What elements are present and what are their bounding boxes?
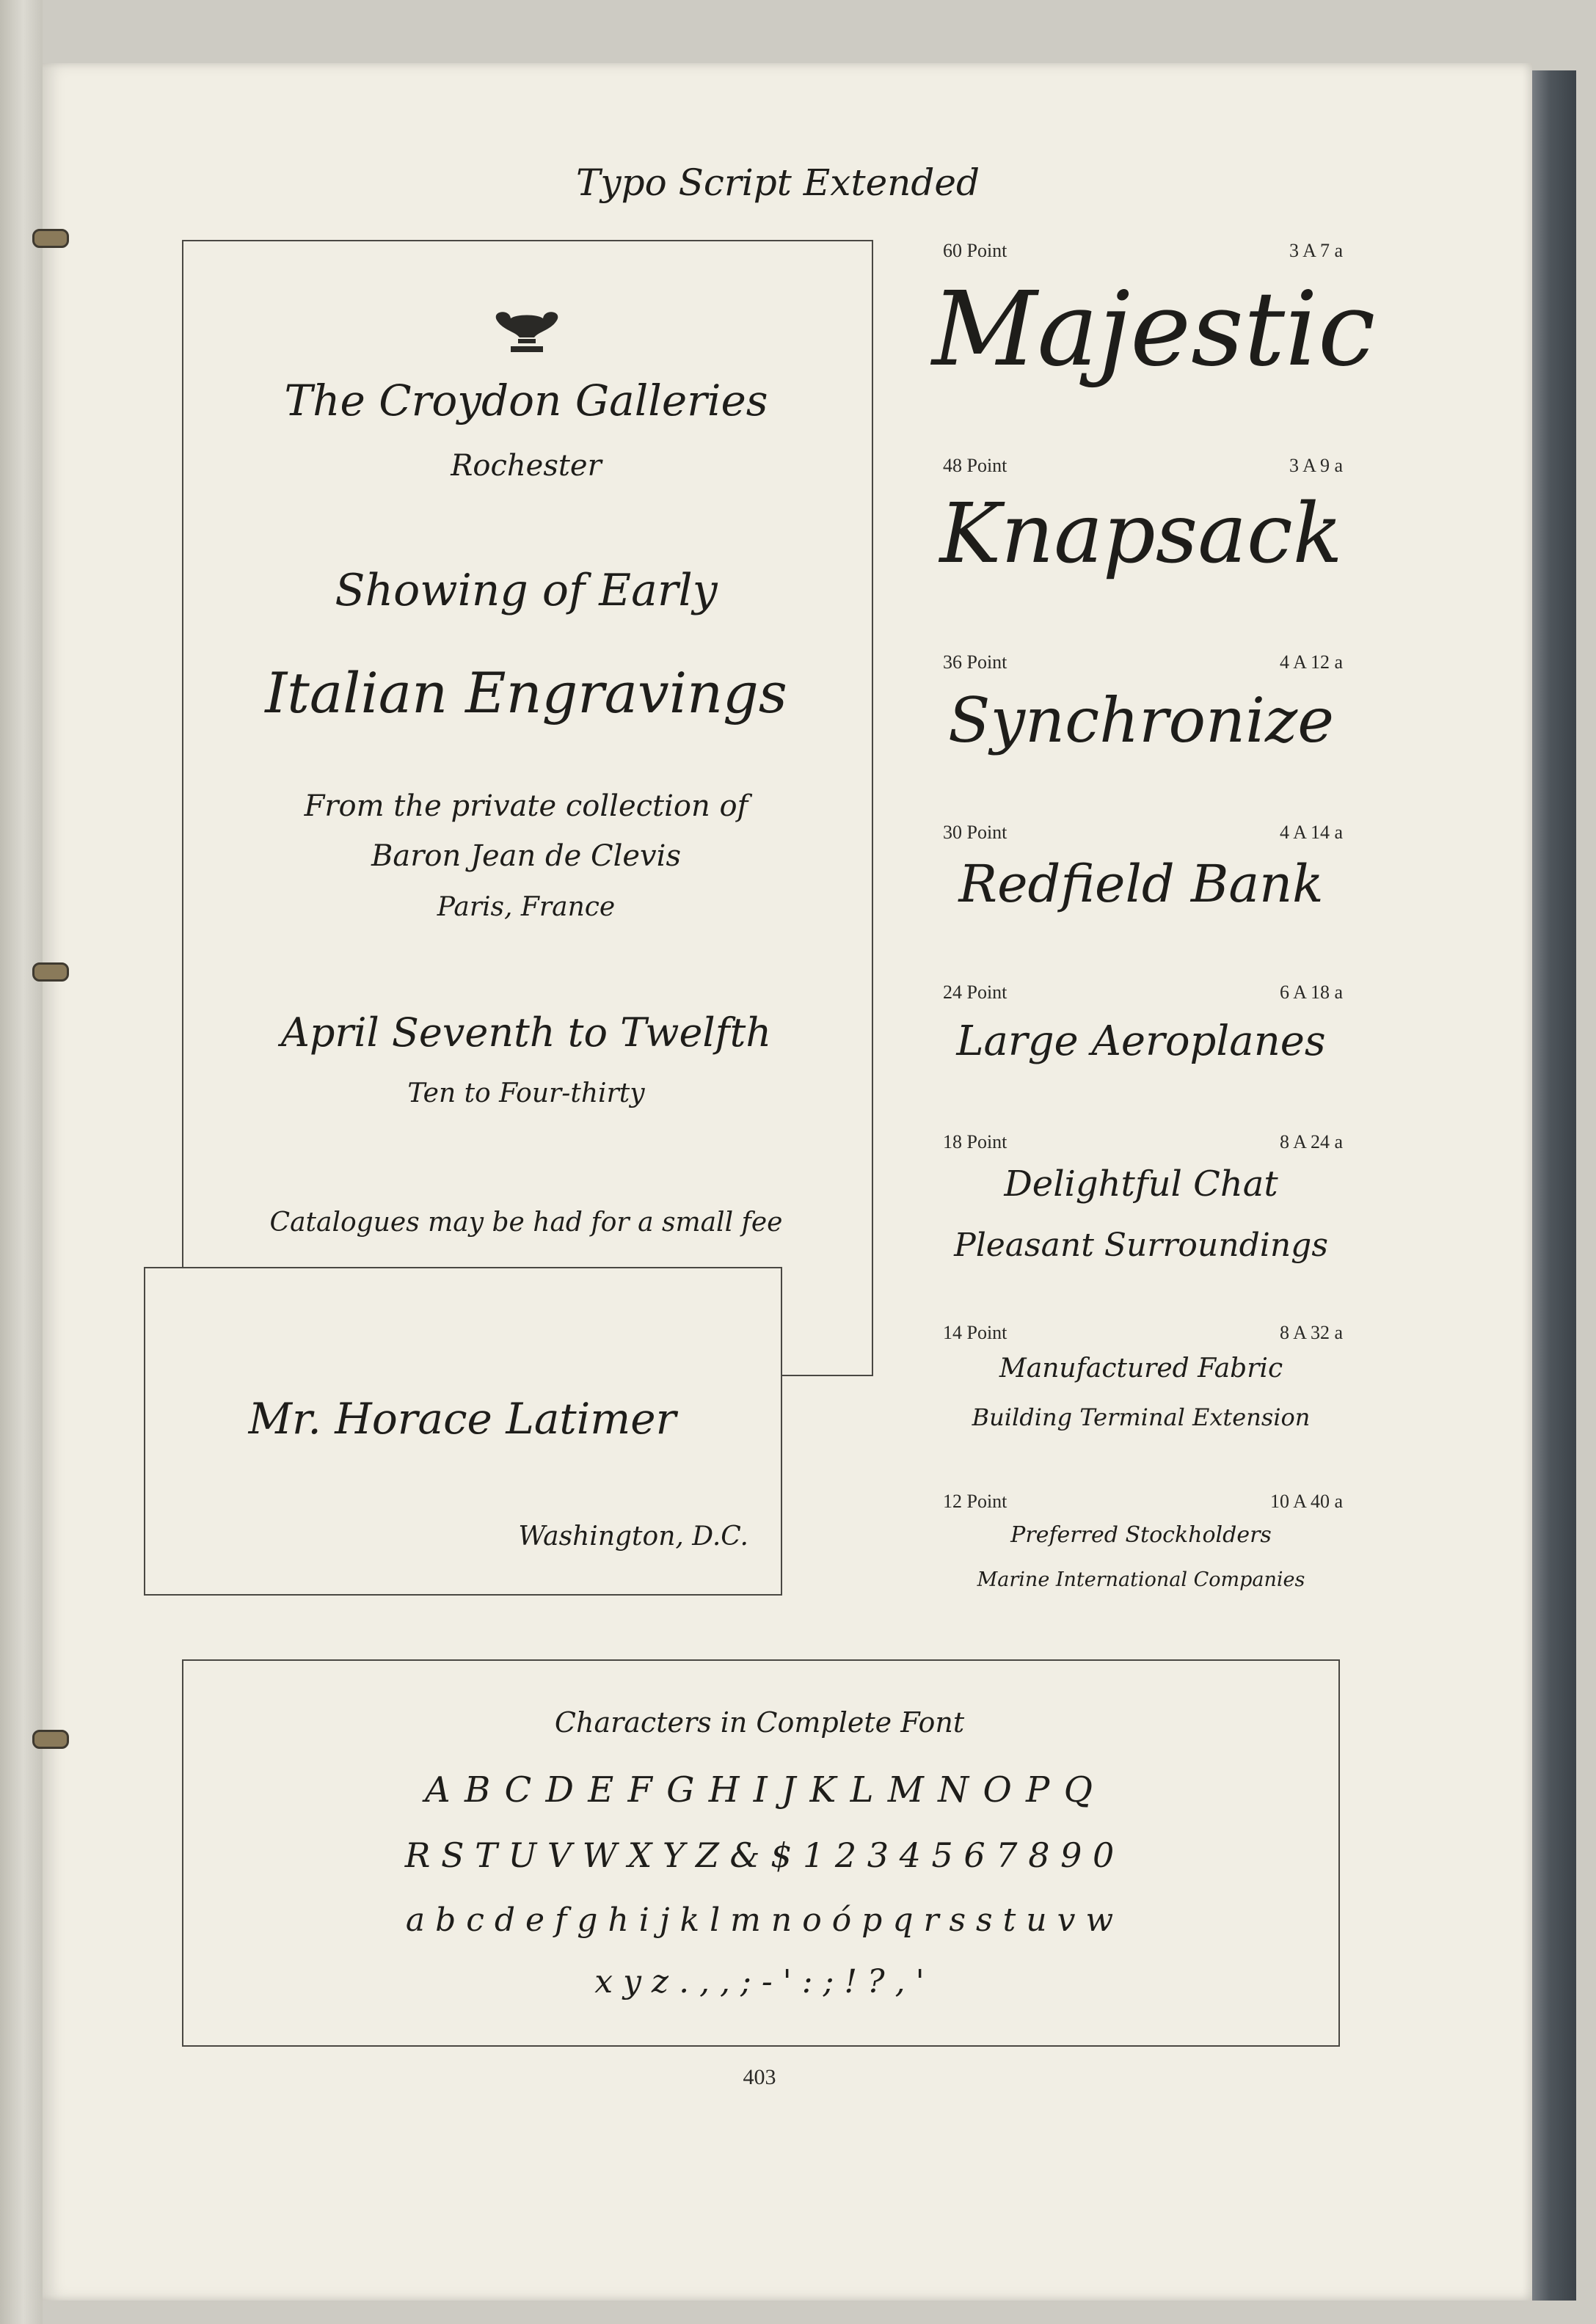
specimen-count: 4 A 12 a	[1280, 651, 1343, 673]
binding-stitch	[32, 229, 69, 248]
left-binding	[0, 0, 43, 2324]
specimen-line: Pleasant Surroundings	[954, 1227, 1328, 1264]
specimen-line: Building Terminal Extension	[972, 1403, 1311, 1431]
font-row: x y z . , , ; - ' : ; ! ? , '	[594, 1963, 925, 2000]
specimen-size: 18 Point	[943, 1131, 1007, 1152]
specimen-count: 8 A 32 a	[1280, 1322, 1343, 1343]
dates-line: April Seventh to Twelfth	[280, 1009, 772, 1056]
font-row: a b c d e f g h i j k l m n o ó p q r s s t u v w	[405, 1901, 1114, 1939]
card-place: Washington, D.C.	[518, 1521, 748, 1552]
page-number: 403	[743, 2065, 776, 2089]
specimen-line: Marine International Companies	[977, 1568, 1305, 1591]
specimen-size: 48 Point	[943, 455, 1007, 476]
specimen-line: Knapsack	[939, 486, 1343, 582]
binding-stitch	[32, 962, 69, 982]
specimen-count: 3 A 9 a	[1289, 455, 1343, 476]
catalogues-line: Catalogues may be had for a small fee	[269, 1207, 783, 1238]
font-box-title: Characters in Complete Font	[554, 1706, 965, 1739]
specimen-size: 30 Point	[943, 822, 1007, 843]
baron-line: Baron Jean de Clevis	[371, 839, 681, 873]
specimen-line: Majestic	[932, 270, 1376, 390]
specimen-size: 60 Point	[943, 240, 1007, 261]
gallery-name: The Croydon Galleries	[284, 376, 768, 425]
book-cover-edge	[1532, 70, 1576, 2301]
showing-line: Showing of Early	[335, 565, 718, 616]
engravings-title: Italian Engravings	[265, 660, 787, 726]
font-row: A B C D E F G H I J K L M N O P Q	[425, 1769, 1094, 1810]
page-header: Typo Script Extended	[576, 161, 980, 204]
binding-stitch	[32, 1730, 69, 1749]
specimen-line: Manufactured Fabric	[999, 1353, 1283, 1384]
collection-line: From the private collection of	[304, 789, 748, 823]
hours-line: Ten to Four-thirty	[407, 1078, 645, 1108]
specimen-line: Large Aeroplanes	[956, 1017, 1326, 1065]
specimen-count: 8 A 24 a	[1280, 1131, 1343, 1152]
specimen-line: Redfield Bank	[958, 854, 1324, 914]
specimen-size: 36 Point	[943, 651, 1007, 673]
gallery-city: Rochester	[451, 449, 602, 483]
specimen-size: 12 Point	[943, 1491, 1007, 1512]
urn-ornament-icon	[490, 308, 564, 355]
specimen-line: Synchronize	[948, 684, 1334, 756]
specimen-count: 3 A 7 a	[1289, 240, 1343, 261]
specimen-count: 4 A 14 a	[1280, 822, 1343, 843]
specimen-count: 10 A 40 a	[1270, 1491, 1343, 1512]
card-name: Mr. Horace Latimer	[248, 1394, 677, 1444]
specimen-count: 6 A 18 a	[1280, 982, 1343, 1003]
specimen-line: Delightful Chat	[1004, 1163, 1278, 1205]
paris-line: Paris, France	[437, 892, 616, 922]
specimen-size: 14 Point	[943, 1322, 1007, 1343]
specimen-size: 24 Point	[943, 982, 1007, 1003]
font-row: R S T U V W X Y Z & $ 1 2 3 4 5 6 7 8 9 0	[404, 1835, 1115, 1875]
specimen-line: Preferred Stockholders	[1010, 1522, 1272, 1548]
